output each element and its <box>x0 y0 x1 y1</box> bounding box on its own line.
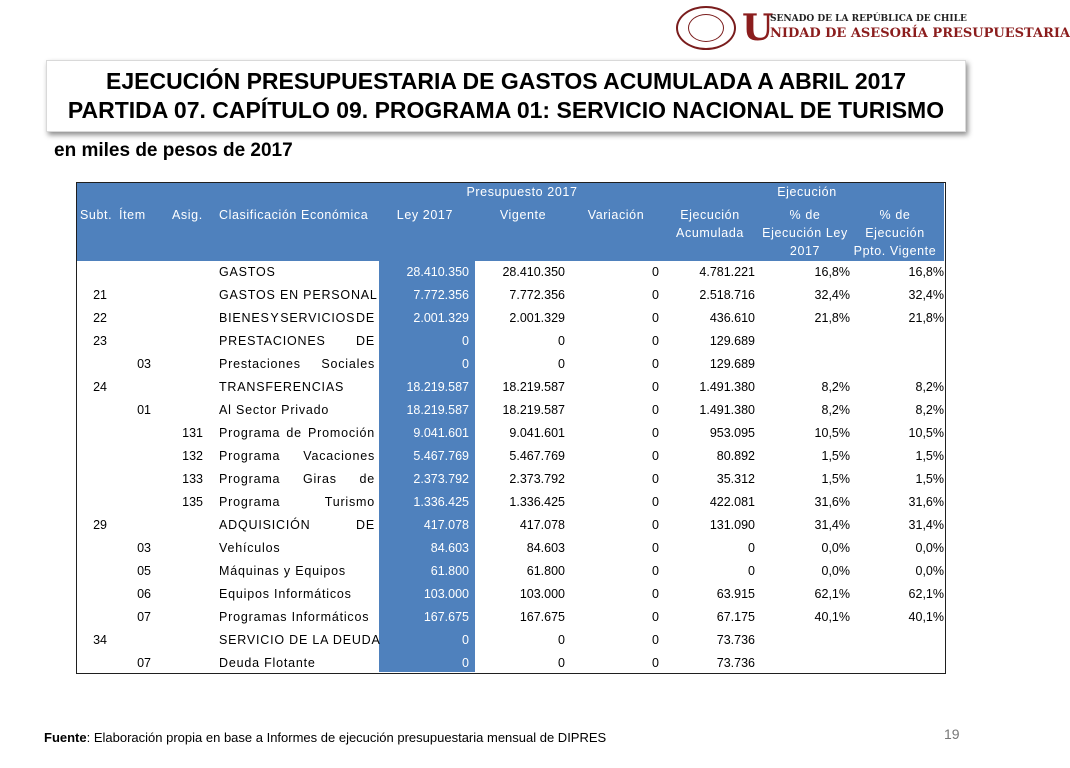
table-row <box>77 353 944 376</box>
cell-clasificacion <box>219 264 375 280</box>
cell-item: 06 <box>137 587 151 601</box>
source-label: Fuente <box>44 730 87 745</box>
cell-clasificacion <box>219 632 381 648</box>
cell-pct-ley: 21,8% <box>814 311 850 325</box>
page-title-line2: PARTIDA 07. CAPÍTULO 09. PROGRAMA 01: SERVICIO NACIONAL DE TURISMO <box>67 97 945 123</box>
table-row <box>77 284 944 307</box>
cell-clasificacion <box>219 379 375 395</box>
cell-vigente: 2.001.329 <box>509 311 565 325</box>
cell-ejec: 67.175 <box>716 610 755 624</box>
cell-vigente: 7.772.356 <box>509 288 565 302</box>
cell-ley: 2.373.792 <box>413 472 469 486</box>
clasificacion-word: ADQUISICIÓN <box>219 518 311 532</box>
clasificacion-word: Turismo <box>324 495 375 509</box>
cell-pct-ley: 62,1% <box>814 587 850 601</box>
clasificacion-word: Programas Informáticos <box>219 610 370 624</box>
cell-ley: 84.603 <box>430 541 469 555</box>
cell-clasificacion <box>219 517 375 533</box>
cell-variacion: 0 <box>652 610 659 624</box>
cell-ejec: 422.081 <box>709 495 755 509</box>
header-ley: Ley 2017 <box>396 208 453 222</box>
clasificacion-word: SERVICIOS <box>280 311 356 325</box>
header-ejec-acum-l2: Acumulada <box>676 226 744 240</box>
cell-pct-vig: 31,4% <box>908 518 944 532</box>
clasificacion-word: DE <box>356 311 375 325</box>
cell-pct-ley: 32,4% <box>814 288 850 302</box>
header-pct-ley-l1: % de <box>789 208 821 222</box>
clasificacion-word: TRANSFERENCIAS <box>219 380 345 394</box>
page-subtitle: en miles de pesos de 2017 <box>54 140 293 161</box>
header-pct-vig-l3: Ppto. Vigente <box>853 244 937 258</box>
header-ejec-acum-l1: Ejecución <box>680 208 740 222</box>
table-row <box>77 514 944 537</box>
cell-ejec: 73.736 <box>716 633 755 647</box>
cell-asig: 135 <box>182 495 203 509</box>
clasificacion-word: GASTOS <box>219 265 276 279</box>
table-row <box>77 629 944 652</box>
cell-item: 05 <box>137 564 151 578</box>
cell-pct-vig: 32,4% <box>908 288 944 302</box>
clasificacion-word: Programa <box>219 495 281 509</box>
clasificacion-word: Vacaciones <box>303 449 375 463</box>
cell-pct-vig: 31,6% <box>908 495 944 509</box>
cell-pct-vig: 40,1% <box>908 610 944 624</box>
cell-vigente: 103.000 <box>519 587 565 601</box>
cell-ejec: 1.491.380 <box>699 380 755 394</box>
clasificacion-word: DE <box>356 334 375 348</box>
clasificacion-word: Programa <box>219 472 281 486</box>
page-title-line1: EJECUCIÓN PRESUPUESTARIA DE GASTOS ACUMULADA A ABRIL 2017 <box>105 68 906 94</box>
clasificacion-word: Promoción <box>308 426 375 440</box>
header-asig: Asig. <box>172 208 203 222</box>
cell-clasificacion <box>219 655 375 671</box>
cell-ley: 417.078 <box>423 518 469 532</box>
header-vigente: Vigente <box>499 208 547 222</box>
cell-subt: 21 <box>93 288 107 302</box>
title-box <box>46 60 966 132</box>
cell-variacion: 0 <box>652 426 659 440</box>
cell-variacion: 0 <box>652 587 659 601</box>
cell-vigente: 18.219.587 <box>502 403 565 417</box>
cell-pct-ley: 8,2% <box>821 403 850 417</box>
cell-ejec: 63.915 <box>716 587 755 601</box>
table-row <box>77 652 944 675</box>
header-clasificacion: Clasificación Económica <box>219 208 369 222</box>
cell-ley: 1.336.425 <box>413 495 469 509</box>
cell-ejec: 2.518.716 <box>699 288 755 302</box>
budget-table <box>76 182 946 674</box>
cell-subt: 34 <box>93 633 107 647</box>
cell-ley: 167.675 <box>423 610 469 624</box>
header-pct-vig-l1: % de <box>879 208 911 222</box>
cell-variacion: 0 <box>652 334 659 348</box>
cell-ley: 18.219.587 <box>406 403 469 417</box>
clasificacion-word: Programa <box>219 426 281 440</box>
cell-ley: 9.041.601 <box>413 426 469 440</box>
cell-ejec: 953.095 <box>709 426 755 440</box>
page-number: 19 <box>944 726 960 742</box>
table-row <box>77 376 944 399</box>
cell-vigente: 5.467.769 <box>509 449 565 463</box>
cell-variacion: 0 <box>652 449 659 463</box>
source-text: : Elaboración propia en base a Informes de ejecución presupuestaria mensual de DIPRES <box>86 730 607 745</box>
senate-seal-logo <box>676 6 736 50</box>
cell-variacion: 0 <box>652 472 659 486</box>
cell-vigente: 61.800 <box>526 564 565 578</box>
cell-ley: 0 <box>462 656 469 670</box>
logo-senate-line: SENADO DE LA REPÚBLICA DE CHILE <box>770 14 967 24</box>
table-row <box>77 537 944 560</box>
table-row <box>77 307 944 330</box>
header-presupuesto-group: Presupuesto 2017 <box>466 185 578 199</box>
cell-clasificacion <box>219 563 375 579</box>
cell-pct-vig: 10,5% <box>908 426 944 440</box>
table-row <box>77 422 944 445</box>
cell-subt: 23 <box>93 334 107 348</box>
cell-clasificacion <box>219 609 375 625</box>
clasificacion-word: Prestaciones <box>219 357 301 371</box>
cell-clasificacion <box>219 494 375 510</box>
cell-variacion: 0 <box>652 633 659 647</box>
cell-asig: 132 <box>182 449 203 463</box>
clasificacion-word: Deuda Flotante <box>219 656 316 670</box>
cell-clasificacion <box>219 356 375 372</box>
table-row <box>77 606 944 629</box>
cell-vigente: 84.603 <box>526 541 565 555</box>
cell-ley: 28.410.350 <box>406 265 469 279</box>
cell-ley: 7.772.356 <box>413 288 469 302</box>
header-variacion: Variación <box>587 208 645 222</box>
logo-letter: U <box>742 7 774 49</box>
clasificacion-word: Al Sector Privado <box>219 403 330 417</box>
cell-pct-ley: 1,5% <box>821 449 850 463</box>
cell-ejec: 129.689 <box>709 357 755 371</box>
cell-pct-ley: 31,6% <box>814 495 850 509</box>
cell-vigente: 28.410.350 <box>502 265 565 279</box>
header-item: Ítem <box>119 208 146 222</box>
cell-pct-ley: 8,2% <box>821 380 850 394</box>
clasificacion-word: Y <box>270 311 280 325</box>
cell-ejec: 80.892 <box>716 449 755 463</box>
cell-ley: 103.000 <box>423 587 469 601</box>
logo-unit-line: NIDAD DE ASESORÍA PRESUPUESTARIA <box>770 26 1070 41</box>
cell-item: 03 <box>137 357 151 371</box>
cell-variacion: 0 <box>652 541 659 555</box>
clasificacion-word: Sociales <box>321 357 375 371</box>
cell-pct-vig: 16,8% <box>908 265 944 279</box>
cell-ejec: 73.736 <box>716 656 755 670</box>
cell-clasificacion <box>219 425 375 441</box>
clasificacion-word: GASTOS EN PERSONAL <box>219 288 378 302</box>
cell-pct-ley: 1,5% <box>821 472 850 486</box>
table-row <box>77 261 944 284</box>
cell-variacion: 0 <box>652 495 659 509</box>
header-ejecucion-group: Ejecución <box>777 185 837 199</box>
cell-variacion: 0 <box>652 564 659 578</box>
clasificacion-word: Máquinas y Equipos <box>219 564 346 578</box>
cell-ejec: 0 <box>748 564 755 578</box>
cell-variacion: 0 <box>652 288 659 302</box>
cell-clasificacion <box>219 586 375 602</box>
clasificacion-word: Programa <box>219 449 281 463</box>
cell-item: 07 <box>137 656 151 670</box>
cell-pct-vig: 8,2% <box>915 403 944 417</box>
cell-ejec: 35.312 <box>716 472 755 486</box>
cell-vigente: 18.219.587 <box>502 380 565 394</box>
table-row <box>77 330 944 353</box>
cell-variacion: 0 <box>652 403 659 417</box>
cell-pct-ley: 0,0% <box>821 541 850 555</box>
cell-item: 03 <box>137 541 151 555</box>
cell-asig: 131 <box>182 426 203 440</box>
cell-item: 01 <box>137 403 151 417</box>
cell-ejec: 0 <box>748 541 755 555</box>
cell-pct-vig: 8,2% <box>915 380 944 394</box>
table-row <box>77 491 944 514</box>
cell-pct-ley: 10,5% <box>814 426 850 440</box>
cell-ley: 0 <box>462 334 469 348</box>
clasificacion-word: Giras <box>302 472 337 486</box>
cell-item: 07 <box>137 610 151 624</box>
cell-clasificacion <box>219 540 375 556</box>
seal-inner-ring <box>688 14 724 42</box>
cell-clasificacion <box>219 287 378 303</box>
cell-variacion: 0 <box>652 357 659 371</box>
cell-ley: 0 <box>462 633 469 647</box>
table-row <box>77 399 944 422</box>
cell-pct-ley: 40,1% <box>814 610 850 624</box>
header-pct-ley-l3: 2017 <box>789 244 821 258</box>
cell-subt: 22 <box>93 311 107 325</box>
clasificacion-word: Equipos Informáticos <box>219 587 352 601</box>
clasificacion-word: SERVICIO DE LA DEUDA <box>219 633 381 647</box>
cell-vigente: 0 <box>558 357 565 371</box>
cell-vigente: 0 <box>558 633 565 647</box>
cell-vigente: 1.336.425 <box>509 495 565 509</box>
cell-ejec: 129.689 <box>709 334 755 348</box>
table-row <box>77 560 944 583</box>
cell-vigente: 0 <box>558 656 565 670</box>
cell-subt: 29 <box>93 518 107 532</box>
cell-clasificacion <box>219 333 375 349</box>
cell-variacion: 0 <box>652 656 659 670</box>
cell-clasificacion <box>219 448 375 464</box>
table-row <box>77 468 944 491</box>
header-pct-vig-l2: Ejecución <box>865 226 925 240</box>
cell-pct-vig: 21,8% <box>908 311 944 325</box>
cell-vigente: 417.078 <box>519 518 565 532</box>
cell-variacion: 0 <box>652 518 659 532</box>
cell-clasificacion <box>219 402 375 418</box>
cell-vigente: 9.041.601 <box>509 426 565 440</box>
cell-pct-ley: 16,8% <box>814 265 850 279</box>
cell-clasificacion <box>219 310 375 326</box>
cell-vigente: 167.675 <box>519 610 565 624</box>
cell-ley: 2.001.329 <box>413 311 469 325</box>
cell-ejec: 4.781.221 <box>699 265 755 279</box>
cell-pct-ley: 31,4% <box>814 518 850 532</box>
cell-ley: 0 <box>462 357 469 371</box>
clasificacion-word: BIENES <box>219 311 270 325</box>
cell-pct-ley: 0,0% <box>821 564 850 578</box>
cell-pct-vig: 0,0% <box>915 541 944 555</box>
cell-ley: 5.467.769 <box>413 449 469 463</box>
cell-ejec: 131.090 <box>709 518 755 532</box>
clasificacion-word: de <box>286 426 302 440</box>
cell-ejec: 1.491.380 <box>699 403 755 417</box>
cell-clasificacion <box>219 471 375 487</box>
cell-ley: 61.800 <box>430 564 469 578</box>
cell-variacion: 0 <box>652 311 659 325</box>
cell-ley: 18.219.587 <box>406 380 469 394</box>
table-row <box>77 445 944 468</box>
cell-pct-vig: 1,5% <box>915 472 944 486</box>
header-subt: Subt. <box>80 208 113 222</box>
cell-asig: 133 <box>182 472 203 486</box>
cell-pct-vig: 1,5% <box>915 449 944 463</box>
cell-ejec: 436.610 <box>709 311 755 325</box>
header-pct-ley-l2: Ejecución Ley <box>762 226 848 240</box>
clasificacion-word: DE <box>356 518 375 532</box>
cell-variacion: 0 <box>652 265 659 279</box>
cell-pct-vig: 62,1% <box>908 587 944 601</box>
source-note <box>44 730 606 745</box>
cell-vigente: 2.373.792 <box>509 472 565 486</box>
clasificacion-word: PRESTACIONES <box>219 334 326 348</box>
cell-variacion: 0 <box>652 380 659 394</box>
clasificacion-word: Vehículos <box>219 541 281 555</box>
table-row <box>77 583 944 606</box>
cell-vigente: 0 <box>558 334 565 348</box>
clasificacion-word: de <box>359 472 375 486</box>
cell-subt: 24 <box>93 380 107 394</box>
cell-pct-vig: 0,0% <box>915 564 944 578</box>
